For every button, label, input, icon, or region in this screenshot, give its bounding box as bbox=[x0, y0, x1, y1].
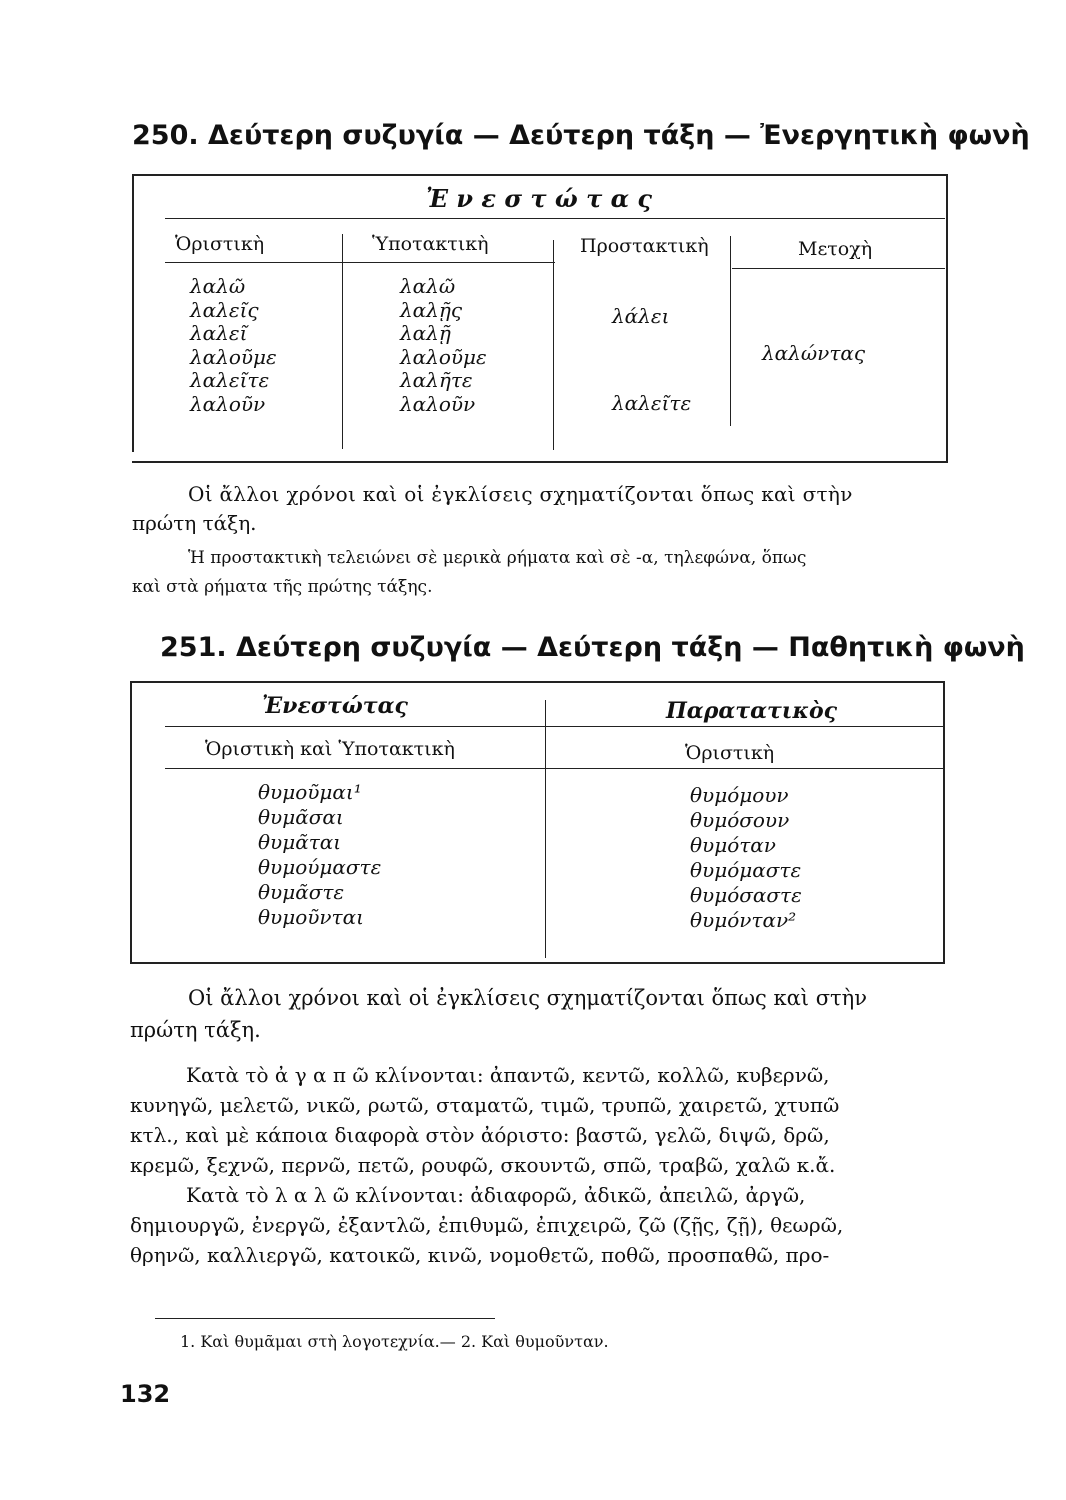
list-item: λαλῶ bbox=[190, 274, 246, 298]
list-item: θυμοῦμαι¹ bbox=[258, 780, 362, 804]
list-item: λαλῶ bbox=[400, 274, 456, 298]
list-item: θυμόμαστε bbox=[690, 858, 802, 882]
list-item: θυμοῦνται bbox=[258, 905, 364, 929]
section-number: 251. bbox=[160, 632, 227, 663]
list-item: λαλῇς bbox=[400, 297, 463, 322]
list-item: λαλοῦν bbox=[190, 391, 266, 416]
body-line: κτλ., καὶ μὲ κάποια διαφορὰ στὸν ἀόριστο: βαστῶ, γελῶ, διψῶ, δρῶ, bbox=[130, 1123, 830, 1147]
section-250-title bbox=[132, 120, 1030, 151]
body-line: κυνηγῶ, μελετῶ, νικῶ, ρωτῶ, σταματῶ, τιμῶ, τρυπῶ, χαιρετῶ, χτυπῶ bbox=[130, 1093, 840, 1117]
list-item: θυμούμαστε bbox=[258, 855, 382, 879]
list-item: θυμᾶσαι bbox=[258, 805, 344, 829]
col-header-subjunctive: Ὑποτακτικὴ bbox=[372, 233, 489, 255]
body-text bbox=[130, 1060, 843, 1270]
body-line: θρηνῶ, καλλιεργῶ, κατοικῶ, κινῶ, νομοθετῶ, ποθῶ, προσπαθῶ, προ- bbox=[130, 1243, 830, 1267]
list-item: λαλοῦμε bbox=[400, 344, 487, 369]
body-line: Κατὰ τὸ λ α λ ῶ κλίνονται: ἀδιαφορῶ, ἀδικῶ, ἀπειλῶ, ἀργῶ, bbox=[186, 1183, 806, 1207]
list-item: θυμόμουν bbox=[690, 783, 789, 807]
list-item: λαλῆτε bbox=[400, 368, 473, 392]
section-251-title bbox=[160, 632, 1025, 663]
imperative-form: λάλει bbox=[612, 304, 670, 328]
list-item: λαλοῦμε bbox=[190, 344, 277, 369]
present-forms bbox=[258, 780, 381, 930]
col-header-indicative-subjunctive: Ὁριστικὴ καὶ Ὑποτακτικὴ bbox=[205, 738, 455, 760]
participle-form: λαλώντας bbox=[762, 341, 866, 365]
footnote: 1. Καὶ θυμᾶμαι στὴ λογοτεχνία.— 2. Καὶ θυμοῦνταν. bbox=[180, 1332, 609, 1351]
tense-label-present: Ἐ ν ε σ τ ώ τ α ς bbox=[426, 184, 653, 213]
body-line: κρεμῶ, ξεχνῶ, περνῶ, πετῶ, ρουφῶ, σκουντῶ, σπῶ, τραβῶ, χαλῶ κ.ἄ. bbox=[130, 1153, 836, 1177]
list-item: θυμόσαστε bbox=[690, 883, 802, 907]
tense-label-imperfect: Παρατατικὸς bbox=[666, 698, 838, 724]
page-number: 132 bbox=[120, 1380, 171, 1408]
tense-label-present: Ἐνεστώτας bbox=[262, 693, 408, 719]
note-250-line-2: πρώτη τάξη. bbox=[132, 511, 257, 535]
col-header-indicative: Ὁριστικὴ bbox=[175, 233, 265, 255]
section-heading-text: Δεύτερη συζυγία — Δεύτερη τάξη — Παθητικὴ φωνὴ bbox=[236, 632, 1025, 663]
note-251-line-2: πρώτη τάξη. bbox=[130, 1018, 261, 1042]
section-number: 250. bbox=[132, 120, 199, 151]
col-header-indicative: Ὁριστικὴ bbox=[685, 742, 775, 764]
subjunctive-forms bbox=[400, 275, 487, 416]
body-line: Κατὰ τὸ ἀ γ α π ῶ κλίνονται: ἀπαντῶ, κεντῶ, κολλῶ, κυβερνῶ, bbox=[186, 1063, 830, 1087]
col-header-participle: Μετοχὴ bbox=[798, 238, 873, 260]
list-item: θυμόταν bbox=[690, 833, 776, 857]
list-item: λαλεῖς bbox=[190, 297, 259, 322]
body-line: δημιουργῶ, ἐνεργῶ, ἐξαντλῶ, ἐπιθυμῶ, ἐπιχειρῶ, ζῶ (ζῇς, ζῇ), θεωρῶ, bbox=[130, 1213, 844, 1237]
col-header-imperative: Προστακτικὴ bbox=[580, 235, 709, 257]
imperfect-forms bbox=[690, 783, 802, 933]
note-250-line-1: Οἱ ἄλλοι χρόνοι καὶ οἱ ἐγκλίσεις σχηματίζονται ὅπως καὶ στὴν bbox=[188, 482, 853, 506]
note-250-line-3: Ἡ προστακτικὴ τελειώνει σὲ μερικὰ ρήματα καὶ σὲ -α, τηλεφώνα, ὅπως bbox=[188, 548, 807, 568]
indicative-forms bbox=[190, 275, 277, 416]
list-item: θυμόσουν bbox=[690, 808, 790, 832]
footnote-divider bbox=[155, 1318, 495, 1319]
note-250-line-4: καὶ στὰ ρήματα τῆς πρώτης τάξης. bbox=[132, 577, 433, 597]
list-item: θυμᾶστε bbox=[258, 880, 345, 904]
note-251-line-1: Οἱ ἄλλοι χρόνοι καὶ οἱ ἐγκλίσεις σχηματίζονται ὅπως καὶ στὴν bbox=[188, 986, 867, 1010]
list-item: θυμᾶται bbox=[258, 830, 342, 854]
section-heading-text: Δεύτερη συζυγία — Δεύτερη τάξη — Ἐνεργητικὴ φωνὴ bbox=[208, 120, 1030, 151]
imperative-form: λαλεῖτε bbox=[612, 391, 692, 415]
list-item: λαλεῖτε bbox=[190, 368, 270, 392]
list-item: λαλεῖ bbox=[190, 321, 248, 345]
list-item: θυμόνταν² bbox=[690, 908, 797, 932]
list-item: λαλῇ bbox=[400, 321, 451, 345]
list-item: λαλοῦν bbox=[400, 391, 476, 416]
